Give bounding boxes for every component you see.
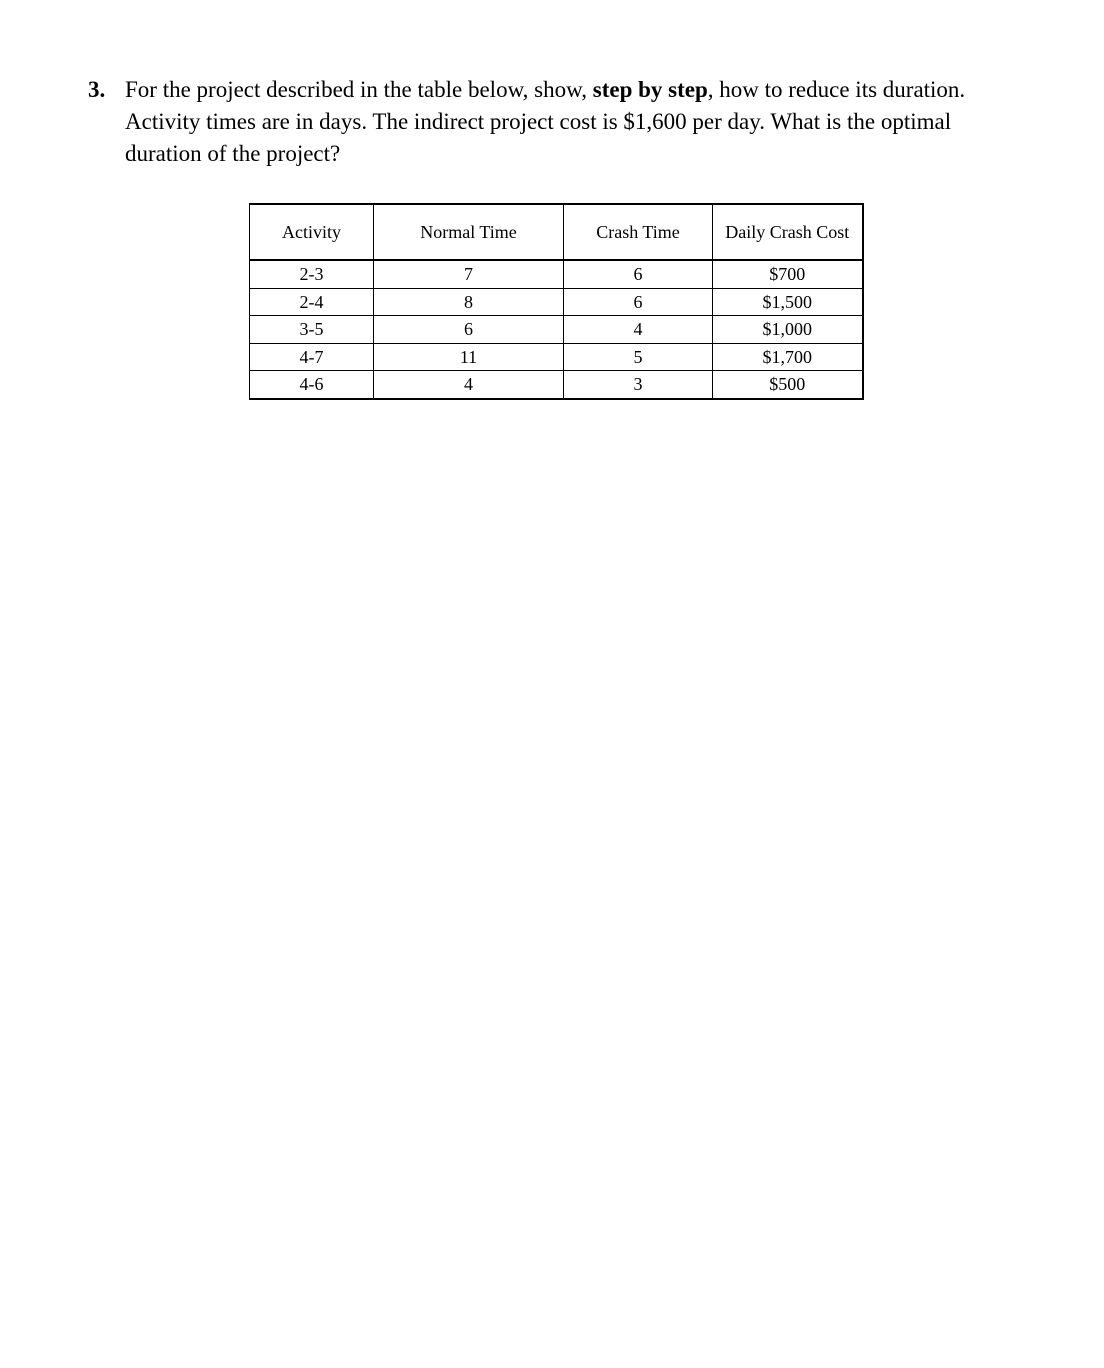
- cell-crash-time: 6: [564, 260, 713, 288]
- cell-normal-time: 7: [374, 260, 564, 288]
- question-text-bold: step by step: [592, 77, 708, 102]
- question-text: [125, 74, 1028, 170]
- crash-cost-table: [249, 203, 864, 400]
- table-row: [250, 343, 863, 371]
- question-block: [88, 74, 1028, 170]
- header-activity: Activity: [250, 204, 374, 260]
- table-header-row: [250, 204, 863, 260]
- header-crash-time: Crash Time: [564, 204, 713, 260]
- cell-crash-time: 5: [564, 343, 713, 371]
- table-row: [250, 371, 863, 399]
- cell-daily-crash-cost: $1,700: [713, 343, 863, 371]
- cell-activity: 2-4: [250, 288, 374, 316]
- cell-normal-time: 4: [374, 371, 564, 399]
- cell-daily-crash-cost: $1,500: [713, 288, 863, 316]
- cell-normal-time: 11: [374, 343, 564, 371]
- cell-activity: 4-6: [250, 371, 374, 399]
- cell-activity: 3-5: [250, 316, 374, 344]
- cell-crash-time: 3: [564, 371, 713, 399]
- cell-daily-crash-cost: $1,000: [713, 316, 863, 344]
- question-text-part-2: , how to reduce its duration. Activity times are in days. The indirect project cost is $1,600 per day. What is the optimal duration of the project?: [125, 77, 966, 166]
- cell-normal-time: 6: [374, 316, 564, 344]
- cell-daily-crash-cost: $700: [713, 260, 863, 288]
- cell-crash-time: 4: [564, 316, 713, 344]
- table-row: [250, 260, 863, 288]
- cell-activity: 4-7: [250, 343, 374, 371]
- table-row: [250, 288, 863, 316]
- cell-normal-time: 8: [374, 288, 564, 316]
- table-row: [250, 316, 863, 344]
- header-daily-crash-cost: Daily Crash Cost: [713, 204, 863, 260]
- cell-daily-crash-cost: $500: [713, 371, 863, 399]
- question-text-part-1: For the project described in the table below, show,: [125, 77, 593, 102]
- cell-activity: 2-3: [250, 260, 374, 288]
- header-normal-time: Normal Time: [374, 204, 564, 260]
- cell-crash-time: 6: [564, 288, 713, 316]
- question-number: 3.: [88, 77, 106, 102]
